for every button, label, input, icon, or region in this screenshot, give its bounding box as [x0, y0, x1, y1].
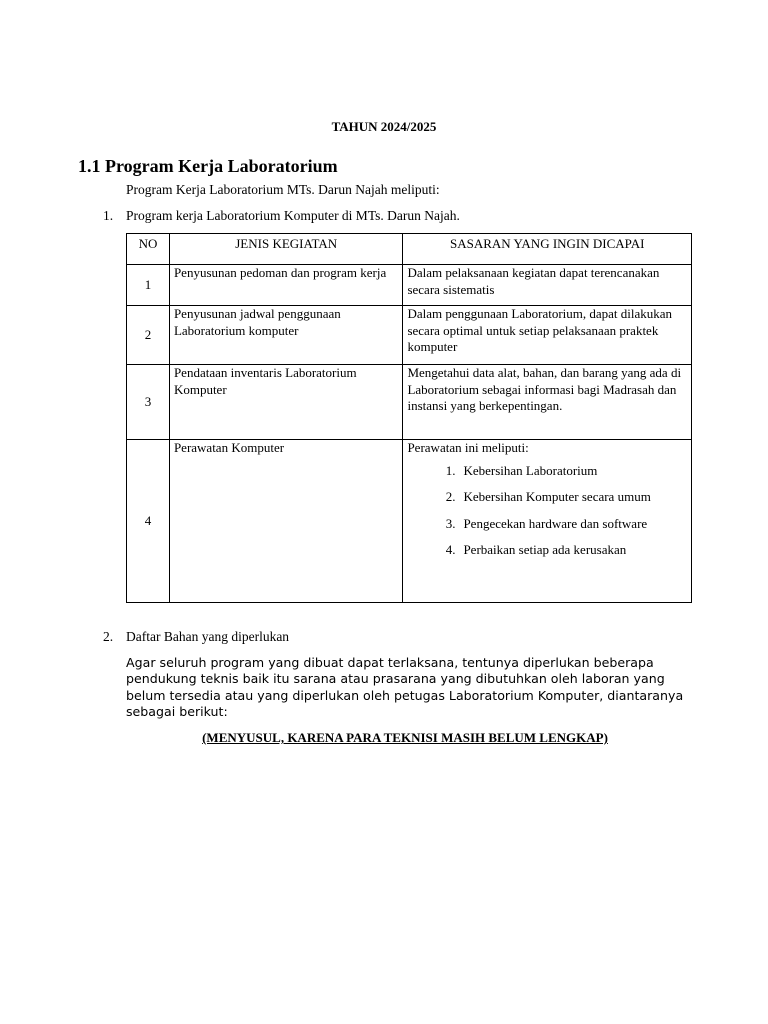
row-sasaran-list [403, 440, 692, 603]
section-intro: Program Kerja Laboratorium MTs. Darun Najah meliputi: [126, 182, 440, 197]
body-paragraph: Agar seluruh program yang dibuat dapat terlaksana, tentunya diperlukan beberapa pendukung teknis baik itu sarana atau prasarana yang dibutuhkan oleh laboran yang belum tersedia atau yang diperlukan oleh petugas Laboratorium Komputer, diantaranya sebagai berikut: [126, 655, 684, 720]
list-item-text: Kebersihan Laboratorium [463, 462, 598, 478]
list-item-2-text: Daftar Bahan yang diperlukan [126, 629, 290, 644]
list-item [407, 542, 687, 559]
list-item-2-number: 2. [103, 629, 114, 644]
program-table [126, 233, 692, 603]
table-row [127, 365, 692, 440]
perawatan-list [407, 463, 687, 559]
table-row [127, 440, 692, 603]
list-item-text: Pengecekan hardware dan software [463, 515, 648, 531]
row-sasaran: Dalam penggunaan Laboratorium, dapat dilakukan secara optimal untuk setiap pelaksanaan praktek komputer [403, 306, 692, 365]
year-title: TAHUN 2024/2025 [331, 119, 437, 134]
table-row [127, 265, 692, 306]
row-kegiatan: Penyusunan pedoman dan program kerja [169, 265, 403, 306]
row-kegiatan: Pendataan inventaris Laboratorium Komputer [169, 365, 403, 440]
list-item-number: 2. [445, 489, 456, 504]
header-no: NO [127, 234, 170, 265]
list-item-2 [103, 629, 289, 645]
list-item-1-text: Program kerja Laboratorium Komputer di MTs. Darun Najah. [126, 208, 460, 223]
row-number: 1 [127, 265, 170, 306]
list-item-text: Perbaikan setiap ada kerusakan [463, 542, 627, 557]
row-sasaran: Mengetahui data alat, bahan, dan barang yang ada di Laboratorium sebagai informasi bagi Madrasah dan instansi yang berkepentingan. [403, 365, 692, 440]
header-sasaran: SASARAN YANG INGIN DICAPAI [403, 234, 692, 265]
row-number: 4 [127, 440, 170, 603]
table-row [127, 306, 692, 365]
list-item [407, 489, 687, 506]
row-number: 3 [127, 365, 170, 440]
row-number: 2 [127, 306, 170, 365]
list-item-number: 4. [445, 542, 456, 557]
row-sasaran: Perawatan ini meliputi: [407, 440, 529, 455]
list-item [407, 463, 687, 480]
header-jenis-kegiatan: JENIS KEGIATAN [169, 234, 403, 265]
list-item-1 [103, 208, 460, 224]
list-item-number: 3. [445, 515, 456, 531]
table-header-row [127, 234, 692, 265]
pending-note: (MENYUSUL, KARENA PARA TEKNISI MASIH BELUM LENGKAP) [202, 730, 608, 745]
row-kegiatan: Penyusunan jadwal penggunaan Laboratorium komputer [169, 306, 403, 365]
row-sasaran: Dalam pelaksanaan kegiatan dapat terencanakan secara sistematis [403, 265, 692, 306]
section-heading: 1.1 Program Kerja Laboratorium [78, 156, 338, 176]
list-item-number: 1. [445, 462, 456, 478]
list-item [407, 516, 687, 533]
row-kegiatan: Perawatan Komputer [169, 440, 403, 603]
list-item-1-number: 1. [103, 208, 114, 223]
list-item-text: Kebersihan Komputer secara umum [463, 489, 651, 504]
